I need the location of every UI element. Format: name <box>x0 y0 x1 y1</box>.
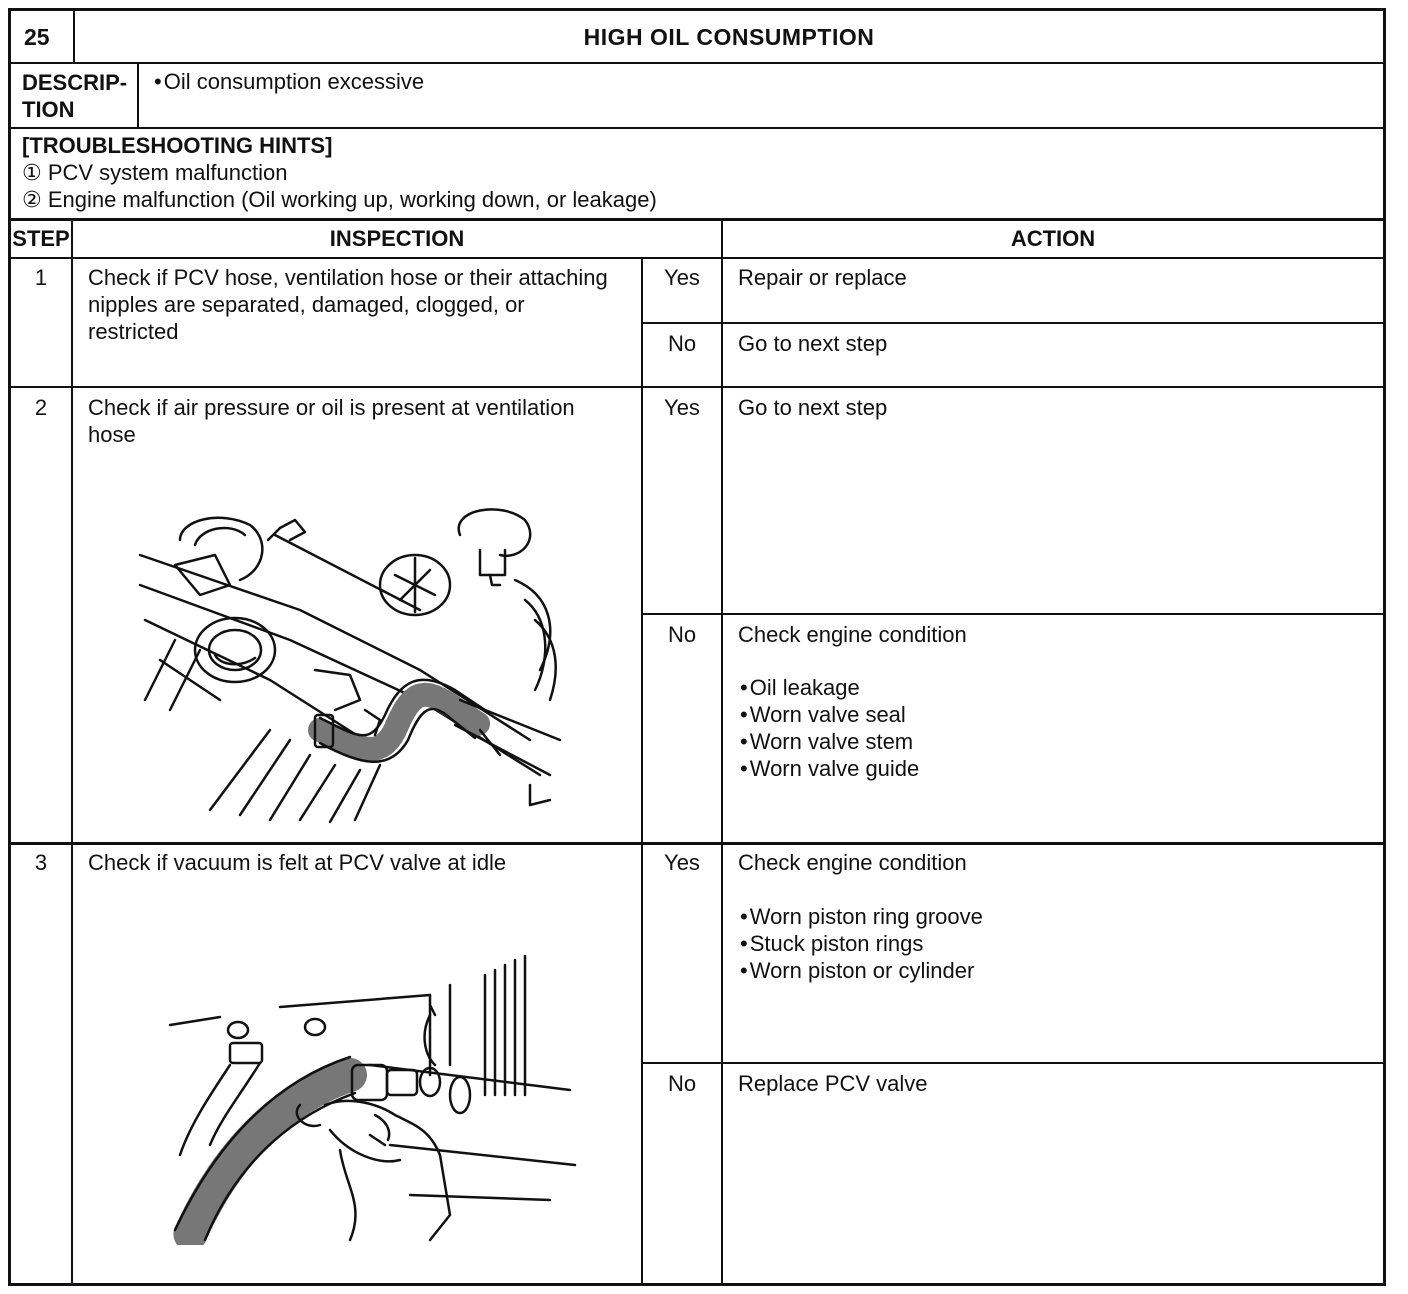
list-item: • Worn piston ring groove <box>740 903 1360 930</box>
list-item: • Stuck piston rings <box>740 930 1360 957</box>
hints-list <box>22 159 1372 213</box>
hint-item: ① PCV system malfunction <box>22 160 288 185</box>
list-item: • Worn valve seal <box>740 701 1360 728</box>
list-item: • Oil leakage <box>740 674 1360 701</box>
description-item: • Oil consumption excessive <box>154 68 1354 95</box>
step-number: 3 <box>34 850 48 875</box>
no-action: Replace PCV valve <box>738 1071 928 1096</box>
inspection-text: Check if PCV hose, ventilation hose or their attaching nipples are separated, damaged, clogged, or restricted <box>88 265 608 344</box>
section-number: 25 <box>24 24 50 50</box>
step-number: 2 <box>34 395 48 420</box>
yes-action: Go to next step <box>738 395 888 420</box>
no-label: No <box>667 331 697 356</box>
yes-action: Repair or replace <box>738 265 907 290</box>
column-header-inspection: INSPECTION <box>329 226 465 251</box>
hints-title: [TROUBLESHOOTING HINTS] <box>22 133 333 158</box>
step-number: 1 <box>34 265 48 290</box>
no-action-list <box>740 674 1360 782</box>
description-label: DESCRIP- TION <box>22 70 128 122</box>
ventilation-hose-illustration <box>120 500 580 825</box>
page-title: HIGH OIL CONSUMPTION <box>583 24 875 50</box>
no-label: No <box>667 622 697 647</box>
yes-label: Yes <box>664 395 700 420</box>
no-label: No <box>667 1071 697 1096</box>
inspection-text: Check if vacuum is felt at PCV valve at idle <box>88 850 507 875</box>
yes-action: Check engine condition <box>738 850 967 875</box>
no-action: Check engine condition <box>738 622 967 647</box>
hint-item: ② Engine malfunction (Oil working up, working down, or leakage) <box>22 187 657 212</box>
pcv-valve-vacuum-illustration <box>130 955 590 1245</box>
list-item: • Worn valve stem <box>740 728 1360 755</box>
no-action: Go to next step <box>738 331 888 356</box>
yes-label: Yes <box>664 850 700 875</box>
inspection-text: Check if air pressure or oil is present at ventilation hose <box>88 395 575 447</box>
troubleshooting-hints <box>22 132 1372 213</box>
yes-label: Yes <box>664 265 700 290</box>
column-header-action: ACTION <box>1010 226 1096 251</box>
list-item: • Worn valve guide <box>740 755 1360 782</box>
yes-action-list <box>740 903 1360 984</box>
list-item: • Worn piston or cylinder <box>740 957 1360 984</box>
column-header-step: STEP <box>12 226 70 251</box>
description-list <box>154 68 1354 95</box>
